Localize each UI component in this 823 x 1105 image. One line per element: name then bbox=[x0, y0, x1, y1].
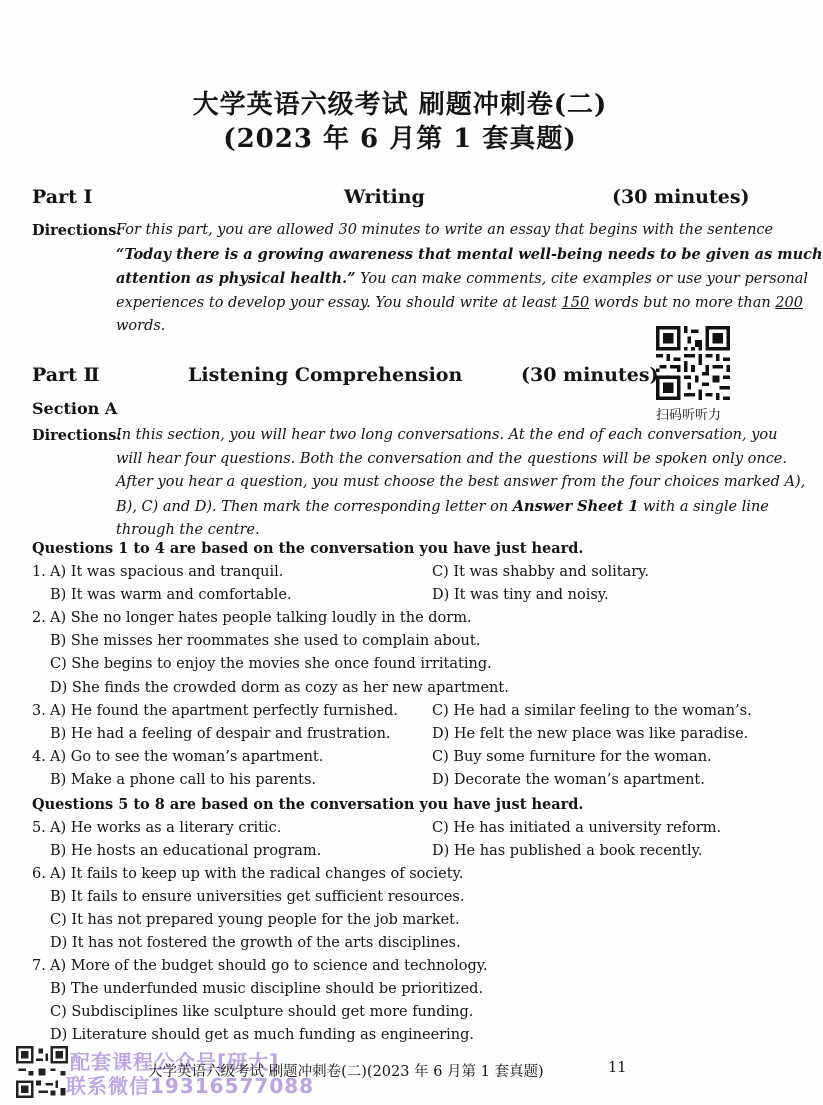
option-a: A) It fails to keep up with the radical changes of society. bbox=[50, 866, 464, 882]
directions-line: through the centre. bbox=[116, 522, 260, 538]
option-d: D) It was tiny and noisy. bbox=[432, 587, 609, 603]
question-number: 6. bbox=[32, 866, 46, 882]
min-words: 150 bbox=[561, 294, 590, 311]
page-subtitle: (2023 年 6 月第 1 套真题) bbox=[223, 124, 577, 154]
directions-line: will hear four questions. Both the conversation and the questions will be spoken only once. bbox=[116, 450, 788, 467]
option-c: C) Subdisciplines like sculpture should get more funding. bbox=[50, 1004, 474, 1020]
directions-label: Directions: bbox=[32, 427, 122, 444]
option-a: A) It was spacious and tranquil. bbox=[50, 564, 284, 580]
option-a: A) Go to see the woman’s apartment. bbox=[50, 749, 324, 765]
option-c: C) He had a similar feeling to the woman’s. bbox=[432, 703, 752, 719]
max-words: 200 bbox=[775, 294, 803, 311]
question-number: 1. bbox=[32, 564, 46, 580]
directions-line: B), C) and D). Then mark the corresponding letter on bbox=[116, 498, 513, 515]
option-a: A) He works as a literary critic. bbox=[50, 820, 282, 836]
option-c: C) It was shabby and solitary. bbox=[432, 564, 650, 580]
directions-line: For this part, you are allowed 30 minutes to write an essay that begins with the sentence bbox=[116, 222, 774, 238]
qr-caption: 扫码听听力 bbox=[656, 408, 722, 423]
option-d: D) Literature should get as much funding as engineering. bbox=[50, 1027, 474, 1043]
page-footer-title: 大学英语六级考试 刷题冲刺卷(二)(2023 年 6 月第 1 套真题) bbox=[148, 1064, 544, 1080]
option-b: B) He had a feeling of despair and frustration. bbox=[50, 726, 391, 742]
question-number: 4. bbox=[32, 749, 46, 765]
watermark-qr-icon bbox=[16, 1046, 68, 1098]
option-c: C) It has not prepared young people for the job market. bbox=[50, 912, 460, 928]
section-a-heading: Section A bbox=[32, 399, 118, 418]
option-a: A) He found the apartment perfectly furnished. bbox=[50, 703, 399, 719]
question-number: 3. bbox=[32, 703, 46, 719]
question-group-heading: Questions 1 to 4 are based on the conversation you have just heard. bbox=[32, 540, 584, 557]
part1-directions bbox=[32, 219, 823, 339]
directions-emphasis: “Today there is a growing awareness that mental well-being needs to be given as much bbox=[116, 245, 823, 263]
option-a: A) She no longer hates people talking loudly in the dorm. bbox=[50, 610, 472, 626]
directions-emphasis: attention as physical health.” bbox=[116, 270, 356, 287]
option-d: D) He has published a book recently. bbox=[432, 843, 703, 859]
question-number: 5. bbox=[32, 820, 46, 836]
page-number: 11 bbox=[608, 1060, 627, 1076]
part2-directions bbox=[32, 424, 806, 543]
option-d: D) It has not fostered the growth of the arts disciplines. bbox=[50, 935, 461, 951]
question-group-heading: Questions 5 to 8 are based on the conversation you have just heard. bbox=[32, 796, 584, 813]
directions-line: experiences to develop your essay. You should write at least bbox=[116, 294, 562, 311]
part2-time: (30 minutes) bbox=[521, 364, 659, 386]
option-b: B) Make a phone call to his parents. bbox=[50, 772, 317, 788]
directions-line: with a single line bbox=[638, 498, 769, 515]
option-d: D) Decorate the woman’s apartment. bbox=[432, 772, 705, 788]
option-b: B) She misses her roommates she used to complain about. bbox=[50, 633, 481, 649]
page-title: 大学英语六级考试 刷题冲刺卷(二) bbox=[192, 90, 608, 120]
option-c: C) Buy some furniture for the woman. bbox=[432, 749, 712, 765]
option-b: B) It fails to ensure universities get sufficient resources. bbox=[50, 889, 465, 905]
part1-label: Part Ⅰ bbox=[32, 186, 93, 208]
watermark-stamp-line1: 配套课程公众号[研大] bbox=[70, 1050, 280, 1074]
option-b: B) He hosts an educational program. bbox=[50, 843, 322, 859]
option-b: B) It was warm and comfortable. bbox=[50, 587, 292, 603]
question-number: 2. bbox=[32, 610, 46, 626]
directions-line: After you hear a question, you must choose the best answer from the four choices marked A), bbox=[116, 474, 806, 490]
part1-name: Writing bbox=[344, 186, 425, 208]
option-a: A) More of the budget should go to science and technology. bbox=[50, 958, 488, 974]
directions-label: Directions: bbox=[32, 222, 122, 239]
part2-label: Part Ⅱ bbox=[32, 364, 100, 386]
part1-time: (30 minutes) bbox=[612, 186, 750, 208]
directions-line: words. bbox=[116, 318, 166, 334]
option-b: B) The underfunded music discipline should be prioritized. bbox=[50, 981, 484, 997]
answer-sheet-label: Answer Sheet 1 bbox=[512, 497, 639, 515]
directions-line: You can make comments, cite examples or use your personal bbox=[355, 271, 809, 287]
directions-line: In this section, you will hear two long conversations. At the end of each conversation, you bbox=[116, 427, 778, 443]
option-d: D) She finds the crowded dorm as cozy as her new apartment. bbox=[50, 680, 509, 696]
qr-code-icon[interactable] bbox=[656, 326, 730, 400]
option-c: C) He has initiated a university reform. bbox=[432, 820, 722, 836]
watermark-stamp-line2: 联系微信19316577088 bbox=[66, 1074, 315, 1098]
option-d: D) He felt the new place was like paradise. bbox=[432, 726, 749, 742]
question-number: 7. bbox=[32, 958, 46, 974]
part2-name: Listening Comprehension bbox=[188, 364, 463, 386]
directions-line: words but no more than bbox=[589, 294, 776, 311]
option-c: C) She begins to enjoy the movies she once found irritating. bbox=[50, 656, 492, 672]
